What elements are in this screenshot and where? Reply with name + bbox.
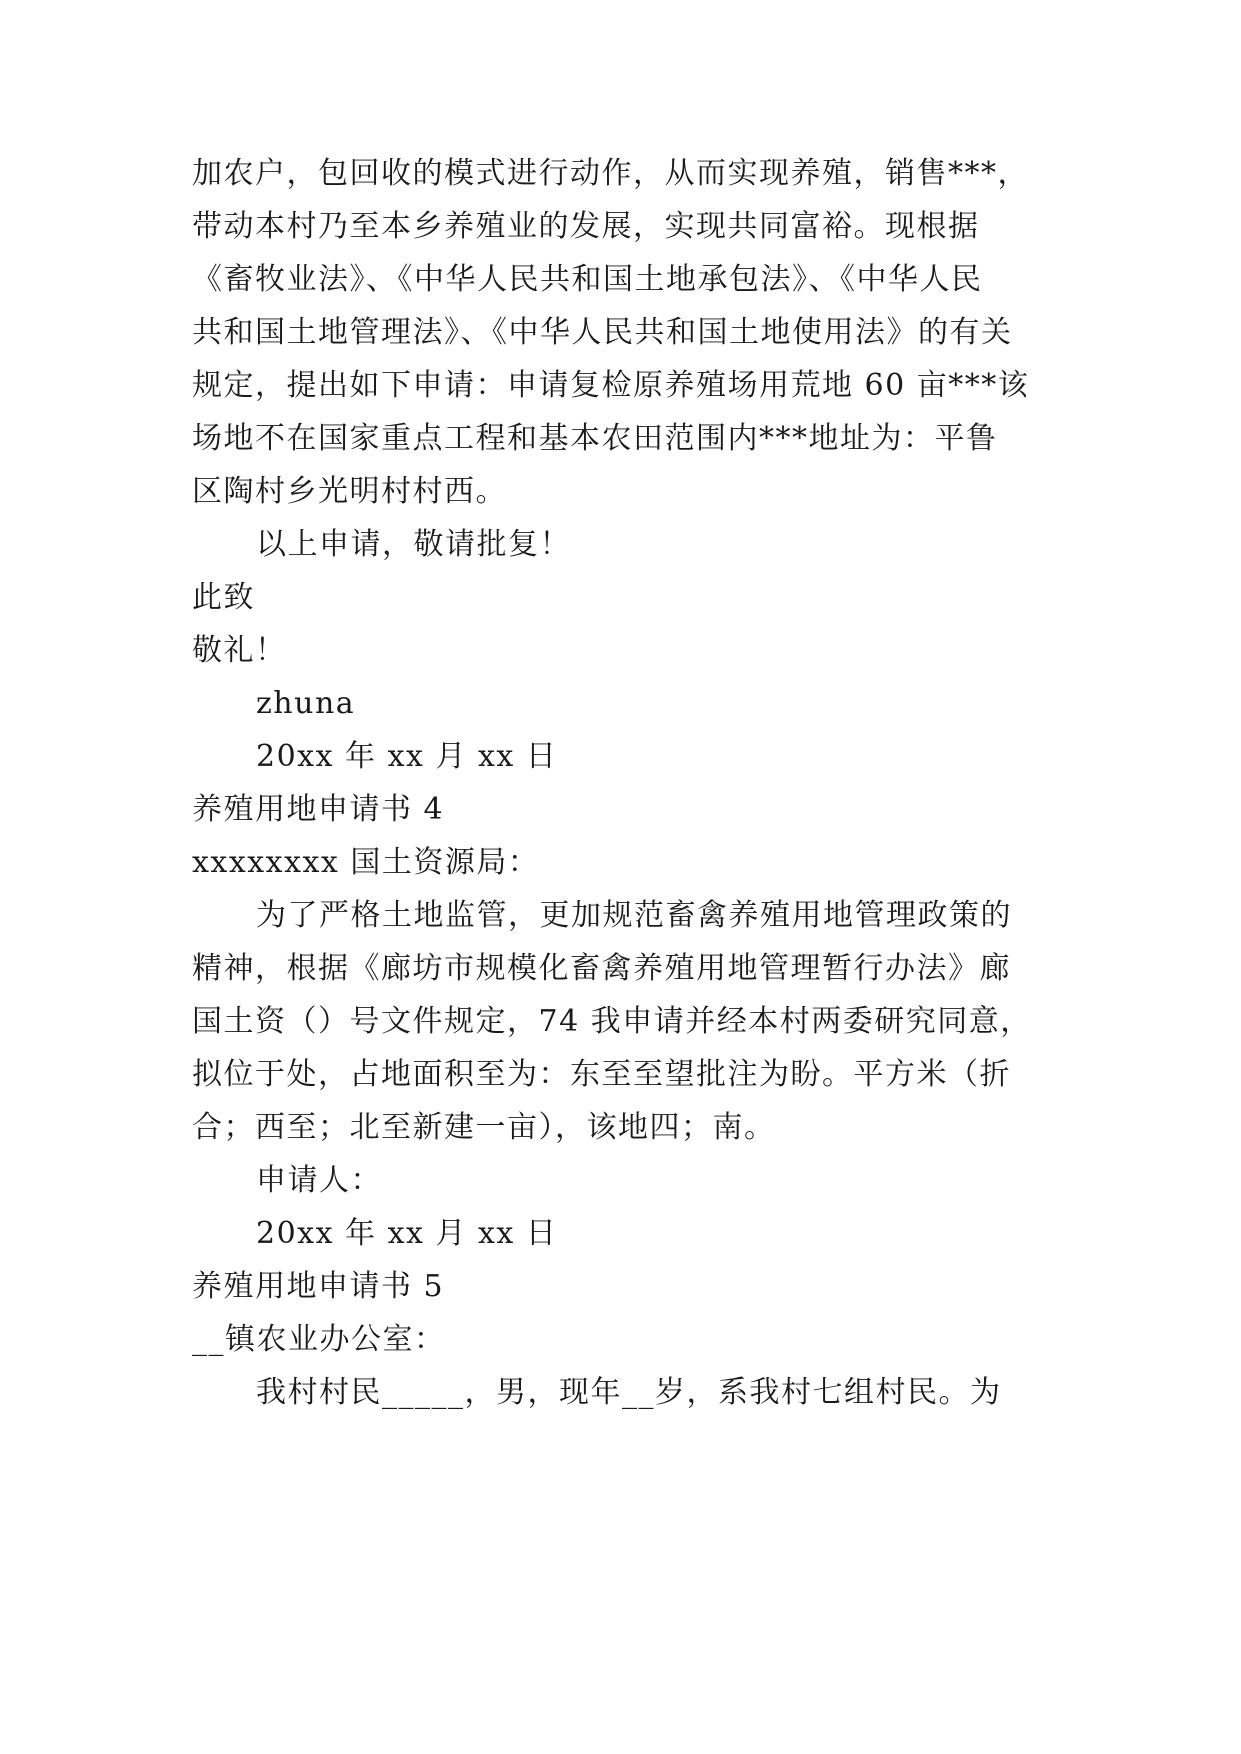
paragraph-line: 区陶村乡光明村村西。 [192, 474, 507, 509]
paragraph-line: 带动本村乃至本乡养殖业的发展，实现共同富裕。现根据 [192, 209, 980, 244]
paragraph-line: 合；西至；北至新建一亩），该地四；南。 [192, 1110, 776, 1145]
section-heading: 养殖用地申请书 4 [192, 792, 445, 827]
applicant-label: 申请人： [256, 1163, 382, 1198]
signature-date: 20xx 年 xx 月 xx 日 [256, 739, 558, 774]
section-heading: 养殖用地申请书 5 [192, 1269, 445, 1304]
paragraph-line: 精神，根据《廊坊市规模化畜禽养殖用地管理暂行办法》廊 [192, 951, 1011, 986]
paragraph-line: 国土资（）号文件规定，74 我申请并经本村两委研究同意， [192, 1004, 1032, 1039]
paragraph-line: 我村村民_____，男，现年__岁，系我村七组村民。为 [256, 1375, 1002, 1410]
paragraph-line: 为了严格土地监管，更加规范畜禽养殖用地管理政策的 [256, 898, 1012, 933]
paragraph-line: 加农户，包回收的模式进行动作，从而实现养殖，销售***， [192, 156, 1029, 191]
paragraph-line: 共和国土地管理法》、《中华人民共和国土地使用法》的有关 [192, 315, 1013, 350]
salutation-line: 敬礼！ [192, 633, 287, 668]
signature-name: zhuna [256, 686, 356, 721]
addressee-line: __镇农业办公室： [192, 1322, 446, 1357]
paragraph-line: 规定，提出如下申请：申请复检原养殖场用荒地 60 亩***该 [192, 368, 1030, 403]
paragraph-line: 拟位于处，占地面积至为：东至至望批注为盼。平方米（折 [192, 1057, 1011, 1092]
addressee-line: xxxxxxxx 国土资源局： [192, 845, 540, 880]
paragraph-line: 《畜牧业法》、《中华人民共和国土地承包法》、《中华人民 [192, 262, 983, 297]
closing-request: 以上申请，敬请批复！ [256, 527, 571, 562]
salutation-line: 此致 [192, 580, 255, 615]
signature-date: 20xx 年 xx 月 xx 日 [256, 1216, 558, 1251]
paragraph-line: 场地不在国家重点工程和基本农田范围内***地址为：平鲁 [192, 421, 998, 456]
